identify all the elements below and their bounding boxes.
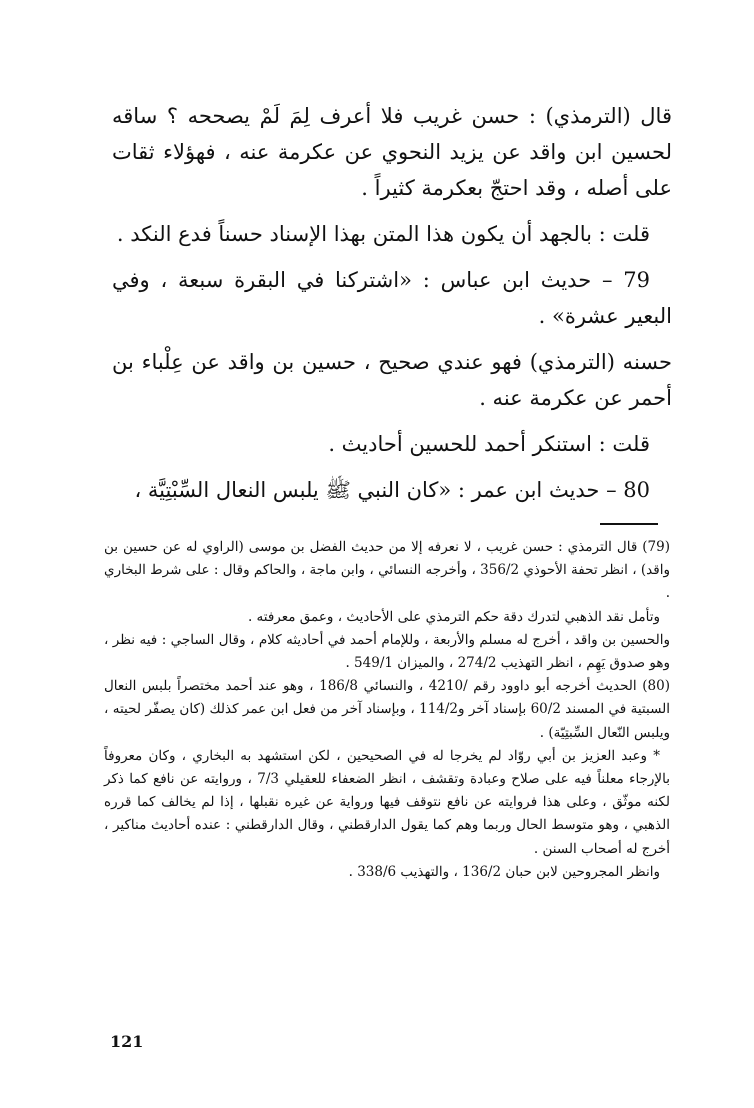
paragraph-hadith-79: 79 – حديث ابن عباس : «اشتركنا في البقرة سبعة ، وفي البعير عشرة» .: [112, 268, 672, 328]
paragraph-tirmidhi-hasan: حسنه (الترمذي) فهو عندي صحيح ، حسين بن واقد عن عِلْباء بن أحمر عن عكرمة عنه .: [112, 350, 672, 410]
footnote-80-references: وانظر المجروحين لابن حبان 136/2 ، والتهذيب 338/6 .: [348, 863, 660, 880]
paragraph-author-note-2: قلت : استنكر أحمد للحسين أحاديث .: [328, 432, 650, 456]
paragraph-hadith-80: 80 – حديث ابن عمر : «كان النبي ﷺ يلبس النعال السِّبْتِيَّة ،: [134, 478, 650, 502]
footnote-separator: [600, 523, 658, 525]
main-text: [112, 98, 672, 518]
footnote-80: (80) الحديث أخرجه أبو داوود رقم /4210 ، والنسائي 186/8 ، وهو عند أحمد مختصراً بلبس النعال السبتية في المسند 60/2 بإسناد آخر و114/2 ، وبإسناد آخر من فعل ابن عمر كذلك (كان يصفّر لحيته ، ويلبس النّعال السِّبتِيّة) .: [104, 678, 670, 741]
footnote-79-dhahabi: وتأمل نقد الذهبي لتدرك دقة حكم الترمذي على الأحاديث ، وعمق معرفته .: [247, 608, 660, 625]
footnote-80-abdulaziz: * وعبد العزيز بن أبي روّاد لم يخرجا له في الصحيحين ، لكن استشهد به البخاري ، وكان معروفاً بالإرجاء معلناً فيه على صلاح وعبادة وتقشف ، انظر الضعفاء للعقيلي 7/3 ، وروايته عن نافع كما ذكر لكنه موثّق ، وعلى هذا فروايته عن نافع نتوقف فيها ورواية عن غيره نقبلها ، إذا لم يخالف كما قرره الذهبي ، وهو متوسط الحال وربما وهم كما يقول الدارقطني ، وقال الدارقطني : عنده أحاديث مناكير ، أخرج له أصحاب السنن .: [104, 747, 670, 857]
footnote-79-husain: والحسين بن واقد ، أخرج له مسلم والأربعة ، وللإمام أحمد في أحاديثه كلام ، وقال الساجي : فيه نظر ، وهو صدوق يَهِم ، انظر التهذيب 274/2 ، والميزان 549/1 .: [104, 631, 670, 672]
page-number: 121: [110, 1032, 144, 1051]
footnotes: [104, 536, 670, 884]
footnote-79: (79) قال الترمذي : حسن غريب ، لا نعرفه إلا من حديث الفضل بن موسى (الراوي له عن حسين بن واقد) ، انظر تحفة الأحوذي 356/2 ، وأخرجه النسائي ، وابن ماجة ، والحاكم وقال : على شرط البخاري .: [104, 539, 670, 602]
paragraph-tirmidhi-comment: قال (الترمذي) : حسن غريب فلا أعرف لِمَ لَمْ يصححه ؟ ساقه لحسين ابن واقد عن يزيد النحوي عن عكرمة عنه ، فهؤلاء ثقات على أصله ، وقد احتجّ بعكرمة كثيراً .: [112, 104, 672, 200]
paragraph-author-note-1: قلت : بالجهد أن يكون هذا المتن بهذا الإسناد حسناً فدع النكد .: [116, 222, 650, 246]
